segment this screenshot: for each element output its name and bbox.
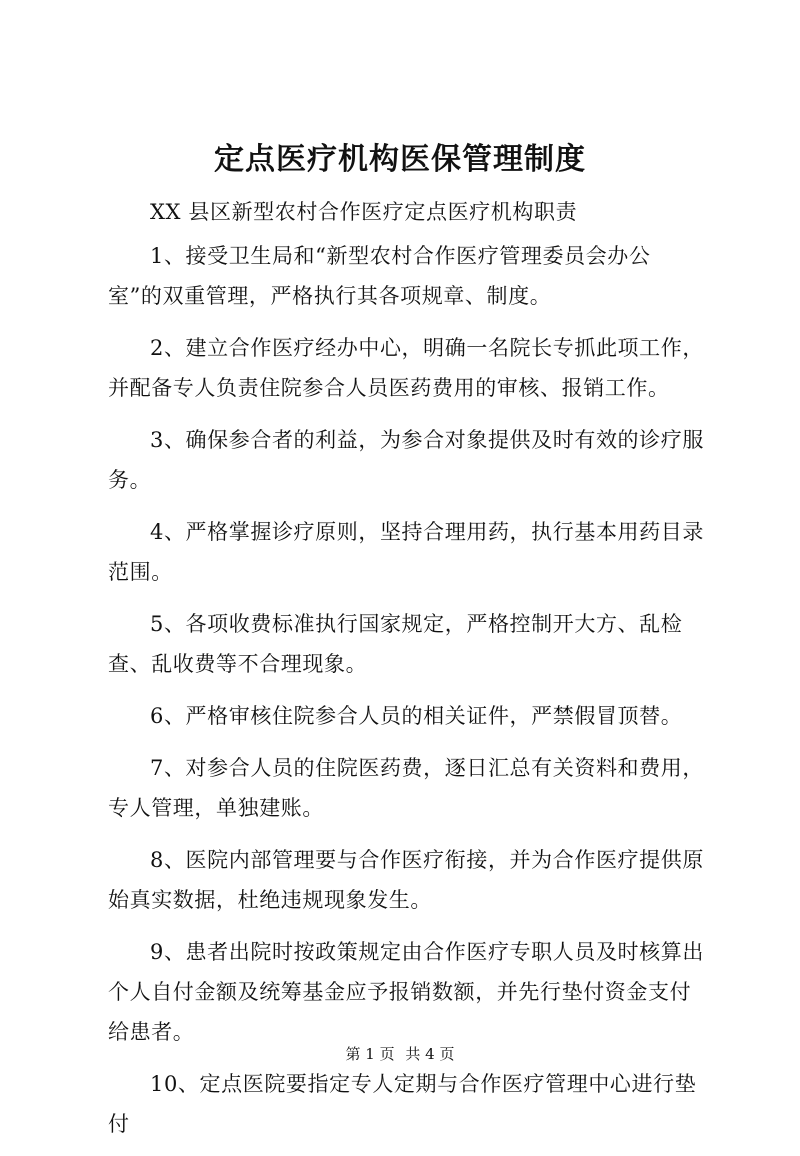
paragraph-7: 7、对参合人员的住院医药费，逐日汇总有关资料和费用，专人管理，单独建账。 <box>108 756 704 820</box>
paragraph-2: 2、建立合作医疗经办中心，明确一名院长专抓此项工作，并配备专人负责住院参合人员医药费用的审核、报销工作。 <box>108 336 704 400</box>
paragraph-6: 6、严格审核住院参合人员的相关证件，严禁假冒顶替。 <box>150 704 683 728</box>
document-subtitle: XX 县区新型农村合作医疗定点医疗机构职责 <box>150 200 578 224</box>
paragraph-1: 1、接受卫生局和“新型农村合作医疗管理委员会办公室”的双重管理，严格执行其各项规章、制度。 <box>108 244 651 308</box>
document-title: 定点医疗机构医保管理制度 <box>214 142 586 177</box>
paragraph-5: 5、各项收费标准执行国家规定，严格控制开大方、乱检查、乱收费等不合理现象。 <box>108 612 683 676</box>
paragraph-4: 4、严格掌握诊疗原则，坚持合理用药，执行基本用药目录范围。 <box>108 520 704 584</box>
document-body <box>108 192 704 1156</box>
page-number: 第 1 页 <box>345 1045 395 1063</box>
page-total: 共 4 页 <box>405 1045 455 1063</box>
page-footer <box>0 1044 800 1064</box>
paragraph-10: 10、定点医院要指定专人定期与合作医疗管理中心进行垫付 <box>108 1072 697 1136</box>
paragraph-3: 3、确保参合者的利益，为参合对象提供及时有效的诊疗服务。 <box>108 428 704 492</box>
paragraph-9: 9、患者出院时按政策规定由合作医疗专职人员及时核算出个人自付金额及统筹基金应予报销数额，并先行垫付资金支付给患者。 <box>108 940 704 1044</box>
paragraph-8: 8、医院内部管理要与合作医疗衔接，并为合作医疗提供原始真实数据，杜绝违规现象发生。 <box>108 848 704 912</box>
